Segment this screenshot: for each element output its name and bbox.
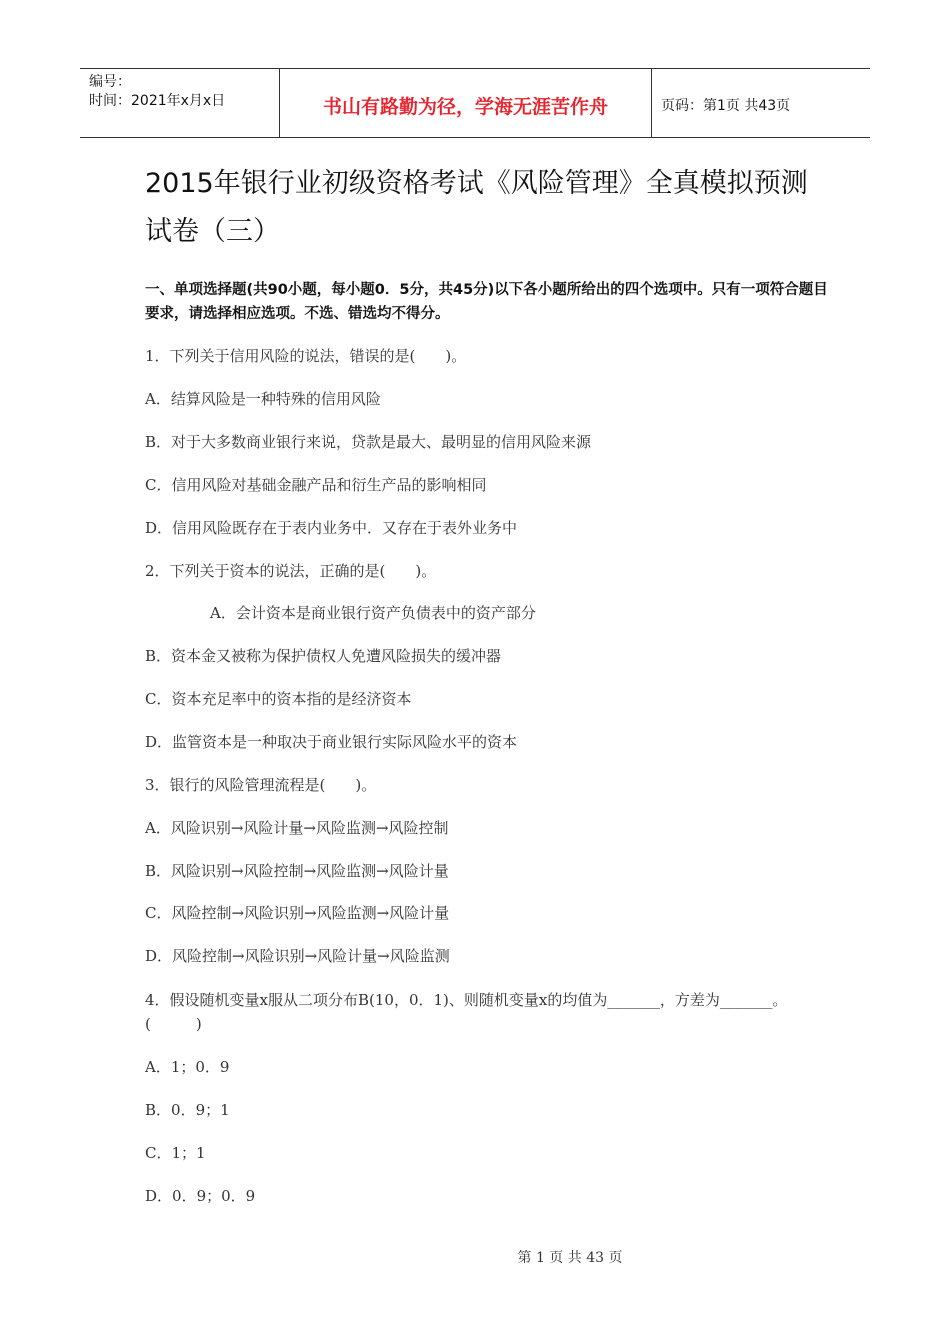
section-instructions: 一、单项选择题(共90小题，每小题0．5分，共45分)以下各小题所给出的四个选项中。只有一项符合题目要求，请选择相应选项。不选、错选均不得分。 bbox=[145, 282, 828, 322]
question-2-option-b: B．资本金又被称为保护债权人免遭风险损失的缓冲器 bbox=[145, 647, 502, 665]
question-4-option-b: B．0．9；1 bbox=[145, 1101, 230, 1119]
question-1-option-b: B．对于大多数商业银行来说，贷款是最大、最明显的信用风险来源 bbox=[145, 433, 592, 451]
document-title: 2015年银行业初级资格考试《风险管理》全真模拟预测试卷（三） bbox=[145, 168, 808, 247]
question-2-stem: 2．下列关于资本的说法，正确的是( )。 bbox=[145, 562, 437, 580]
header-motto: 书山有路勤为径，学海无涯苦作舟 bbox=[280, 69, 652, 137]
question-1-option-d: D．信用风险既存在于表内业务中．又存在于表外业务中 bbox=[145, 519, 518, 537]
page-footer: 第 1 页 共 43 页 bbox=[517, 1250, 623, 1266]
header-meta bbox=[80, 69, 280, 137]
time-label: 时间：2021年x月x日 bbox=[89, 93, 226, 109]
question-1-option-c: C．信用风险对基础金融产品和衍生产品的影响相同 bbox=[145, 476, 487, 494]
question-2-option-c: C．资本充足率中的资本指的是经济资本 bbox=[145, 690, 412, 708]
question-1-option-a: A．结算风险是一种特殊的信用风险 bbox=[145, 390, 381, 408]
question-3-stem: 3．银行的风险管理流程是( )。 bbox=[145, 776, 377, 794]
question-3-option-d: D．风险控制→风险识别→风险计量→风险监测 bbox=[145, 947, 450, 965]
header-page-info: 页码：第1页 共43页 bbox=[661, 98, 791, 114]
question-3-option-b: B．风险识别→风险控制→风险监测→风险计量 bbox=[145, 862, 449, 880]
page-header bbox=[80, 68, 870, 138]
question-4-option-c: C．1；1 bbox=[145, 1144, 206, 1162]
question-4-option-d: D．0．9；0．9 bbox=[145, 1187, 256, 1205]
number-label: 编号： bbox=[89, 74, 131, 90]
question-4-option-a: A．1；0．9 bbox=[145, 1058, 230, 1076]
question-1-stem: 1．下列关于信用风险的说法，错误的是( )。 bbox=[145, 347, 467, 365]
question-3-option-a: A．风险识别→风险计量→风险监测→风险控制 bbox=[145, 819, 449, 837]
question-3-option-c: C．风险控制→风险识别→风险监测→风险计量 bbox=[145, 904, 450, 922]
question-4-stem: 4．假设随机变量x服从二项分布B(10，0．1)、则随机变量x的均值为_______，方差为_______。( ) bbox=[145, 991, 788, 1033]
question-2-option-a: A．会计资本是商业银行资产负债表中的资产部分 bbox=[210, 604, 536, 622]
question-2-option-d: D．监管资本是一种取决于商业银行实际风险水平的资本 bbox=[145, 733, 518, 751]
